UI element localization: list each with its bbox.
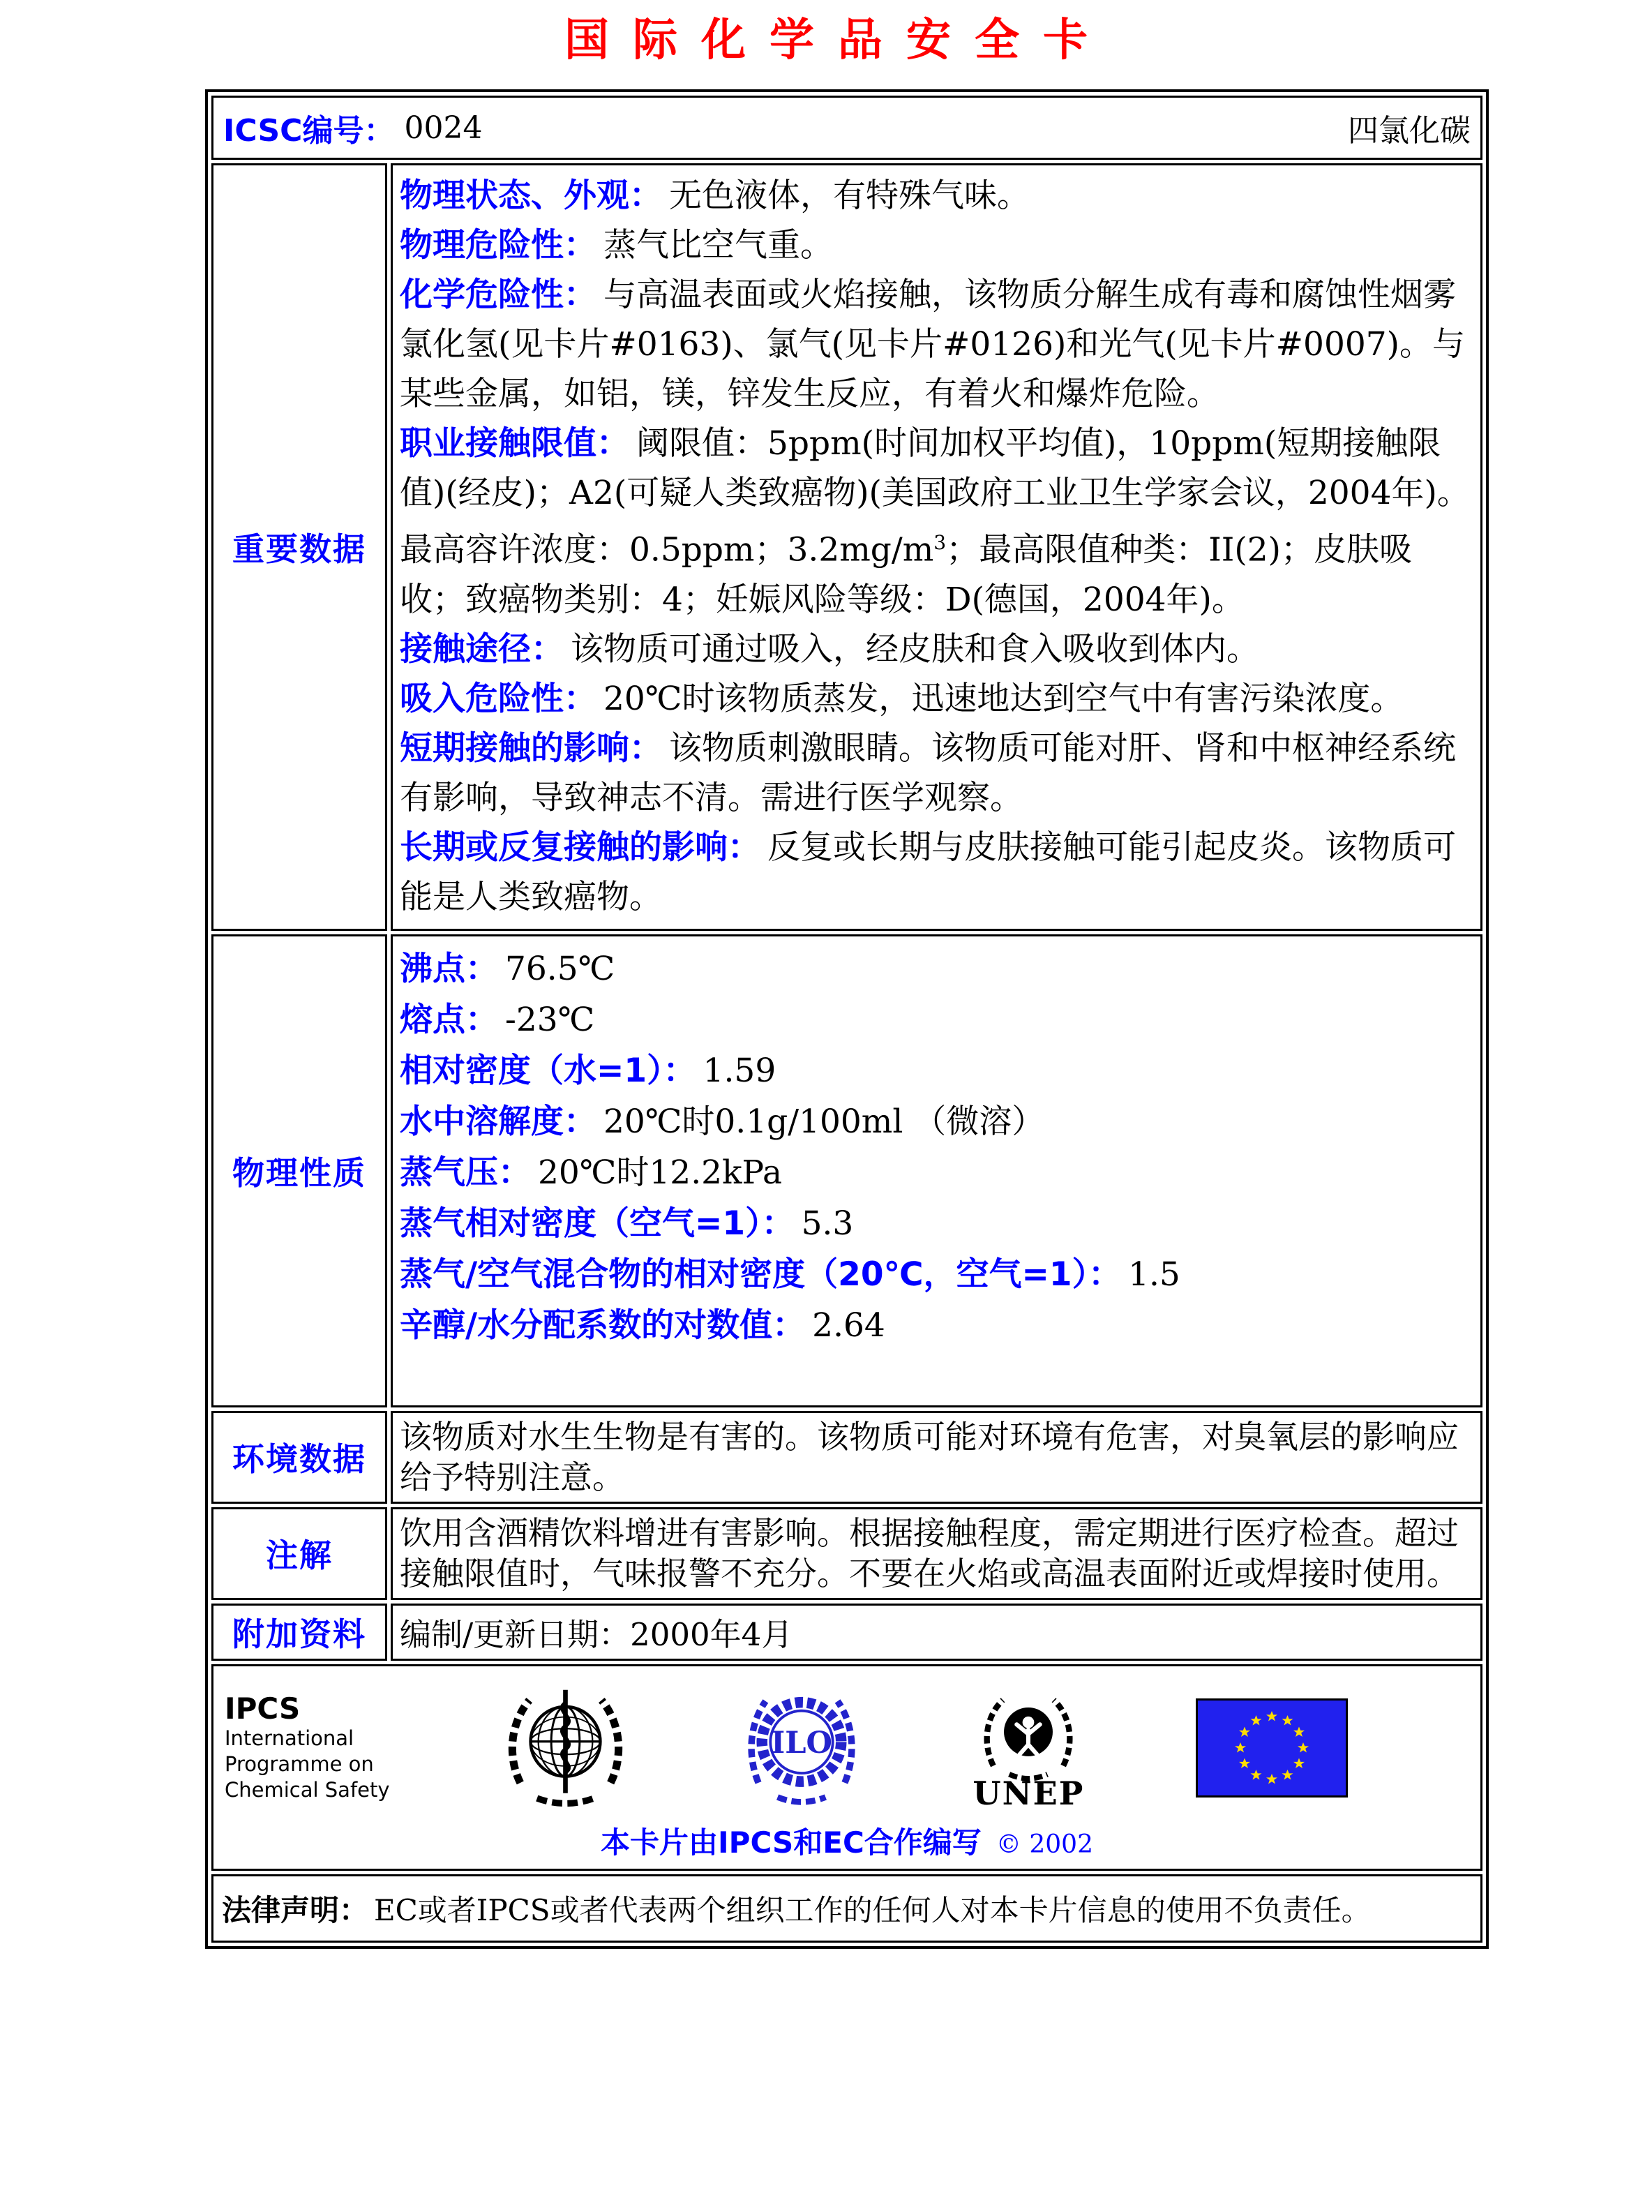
logos-strip bbox=[213, 1666, 1480, 1820]
property-melting-point: 熔点： -23℃ bbox=[400, 1000, 595, 1039]
additional-info-content: 编制/更新日期：2000年4月 bbox=[391, 1604, 1482, 1661]
header-cell bbox=[211, 96, 1482, 160]
unep-label: UNEP bbox=[973, 1774, 1085, 1812]
eu-flag bbox=[1196, 1698, 1348, 1798]
header-row bbox=[211, 96, 1482, 160]
paragraph-long-term-effects: 长期或反复接触的影响： 反复或长期与皮肤接触可能引起皮炎。该物质可能是人类致癌物。 bbox=[400, 828, 1456, 916]
paragraph-mak-values: 最高容许浓度：0.5ppm；$3.2mg/m^3$；最高限值种类：II(2)；皮肤吸收；致癌物类别：4；妊娠风险等级：D(德国，2004年)。 bbox=[400, 530, 1412, 619]
notes-content: 饮用含酒精饮料增进有害影响。根据接触程度，需定期进行医疗检查。超过接触限值时，气味报警不充分。不要在火焰或高温表面附近或焊接时使用。 bbox=[391, 1507, 1482, 1600]
legal-row bbox=[211, 1874, 1482, 1943]
notes-row-label: 注解 bbox=[211, 1507, 387, 1600]
property-water-solubility: 水中溶解度： 20℃时0.1g/100ml （微溶） bbox=[400, 1102, 1045, 1141]
icsc-number-value: 0024 bbox=[404, 110, 483, 146]
property-vapor-density: 蒸气相对密度（空气=1）： 5.3 bbox=[400, 1204, 854, 1243]
additional-info-row bbox=[211, 1604, 1482, 1661]
paragraph-inhalation-risk: 吸入危险性： 20℃时该物质蒸发，迅速地达到空气中有害污染浓度。 bbox=[400, 679, 1404, 718]
icsc-number-group bbox=[223, 105, 482, 150]
additional-info-row-label: 附加资料 bbox=[211, 1604, 387, 1661]
paragraph-physical-state: 物理状态、外观： 无色液体，有特殊气味。 bbox=[400, 177, 1030, 215]
legal-label: 法律声明： bbox=[222, 1892, 369, 1927]
property-vapor-air-mixture-density: 蒸气/空气混合物的相对密度（20℃，空气=1）： 1.5 bbox=[400, 1255, 1180, 1294]
ipcs-block: IPCS International Programme on Chemical Safety bbox=[225, 1691, 390, 1802]
environmental-data-row-label: 环境数据 bbox=[211, 1411, 387, 1504]
property-relative-density: 相对密度（水=1）： 1.59 bbox=[400, 1051, 776, 1090]
logos-row bbox=[211, 1664, 1482, 1871]
svg-text:ILO: ILO bbox=[770, 1725, 832, 1761]
paragraph-physical-danger: 物理危险性： 蒸气比空气重。 bbox=[400, 226, 833, 264]
physical-properties-row-label: 物理性质 bbox=[211, 934, 387, 1407]
ilo-logo bbox=[742, 1682, 862, 1814]
safety-card-table bbox=[205, 89, 1489, 1949]
physical-properties-content bbox=[391, 934, 1482, 1407]
credit-text: 本卡片由IPCS和EC合作编写 bbox=[601, 1825, 982, 1860]
paragraph-short-term-effects: 短期接触的影响： 该物质刺激眼睛。该物质可能对肝、肾和中枢神经系统有影响，导致神志不清。需进行医学观察。 bbox=[400, 728, 1456, 817]
copyright-text: © 2002 bbox=[996, 1830, 1093, 1859]
paragraph-exposure-routes: 接触途径： 该物质可通过吸入，经皮肤和食入吸收到体内。 bbox=[400, 629, 1259, 668]
chemical-name: 四氯化碳 bbox=[1348, 113, 1471, 149]
paragraph-occupational-limits: 职业接触限值： 阈限值：5ppm(时间加权平均值)，10ppm(短期接触限值)(经皮)；A2(可疑人类致癌物)(美国政府工业卫生学家会议，2004年)。 bbox=[400, 424, 1470, 512]
ipcs-title: IPCS bbox=[225, 1691, 301, 1726]
logos-cell bbox=[211, 1664, 1482, 1871]
property-vapor-pressure: 蒸气压： 20℃时12.2kPa bbox=[400, 1153, 783, 1192]
credit-line bbox=[213, 1820, 1480, 1869]
who-logo bbox=[501, 1680, 630, 1816]
environmental-data-content: 该物质对水生生物是有害的。该物质可能对环境有危害，对臭氧层的影响应给予特别注意。 bbox=[391, 1411, 1482, 1504]
property-octanol-water-partition: 辛醇/水分配系数的对数值： 2.64 bbox=[400, 1306, 885, 1345]
important-data-row bbox=[211, 163, 1482, 931]
important-data-row-label: 重要数据 bbox=[211, 163, 387, 931]
important-data-content bbox=[391, 163, 1482, 931]
notes-row bbox=[211, 1507, 1482, 1600]
page-title: 国际化学品安全卡 bbox=[564, 14, 1111, 66]
paragraph-chemical-danger: 化学危险性： 与高温表面或火焰接触，该物质分解生成有毒和腐蚀性烟雾氯化氢(见卡片#0163)、氯气(见卡片#0126)和光气(见卡片#0007)。与某些金属，如铝，镁，锌发生反应，有着火和爆炸危险。 bbox=[400, 276, 1465, 413]
unep-logo-block bbox=[973, 1687, 1085, 1812]
unep-logo bbox=[975, 1687, 1081, 1785]
environmental-data-row bbox=[211, 1411, 1482, 1504]
property-boiling-point: 沸点： 76.5℃ bbox=[400, 949, 615, 988]
physical-properties-row bbox=[211, 934, 1482, 1407]
legal-text: EC或者IPCS或者代表两个组织工作的任何人对本卡片信息的使用不负责任。 bbox=[374, 1892, 1371, 1927]
icsc-number-label: ICSC编号： bbox=[223, 113, 395, 149]
legal-cell bbox=[211, 1874, 1482, 1943]
